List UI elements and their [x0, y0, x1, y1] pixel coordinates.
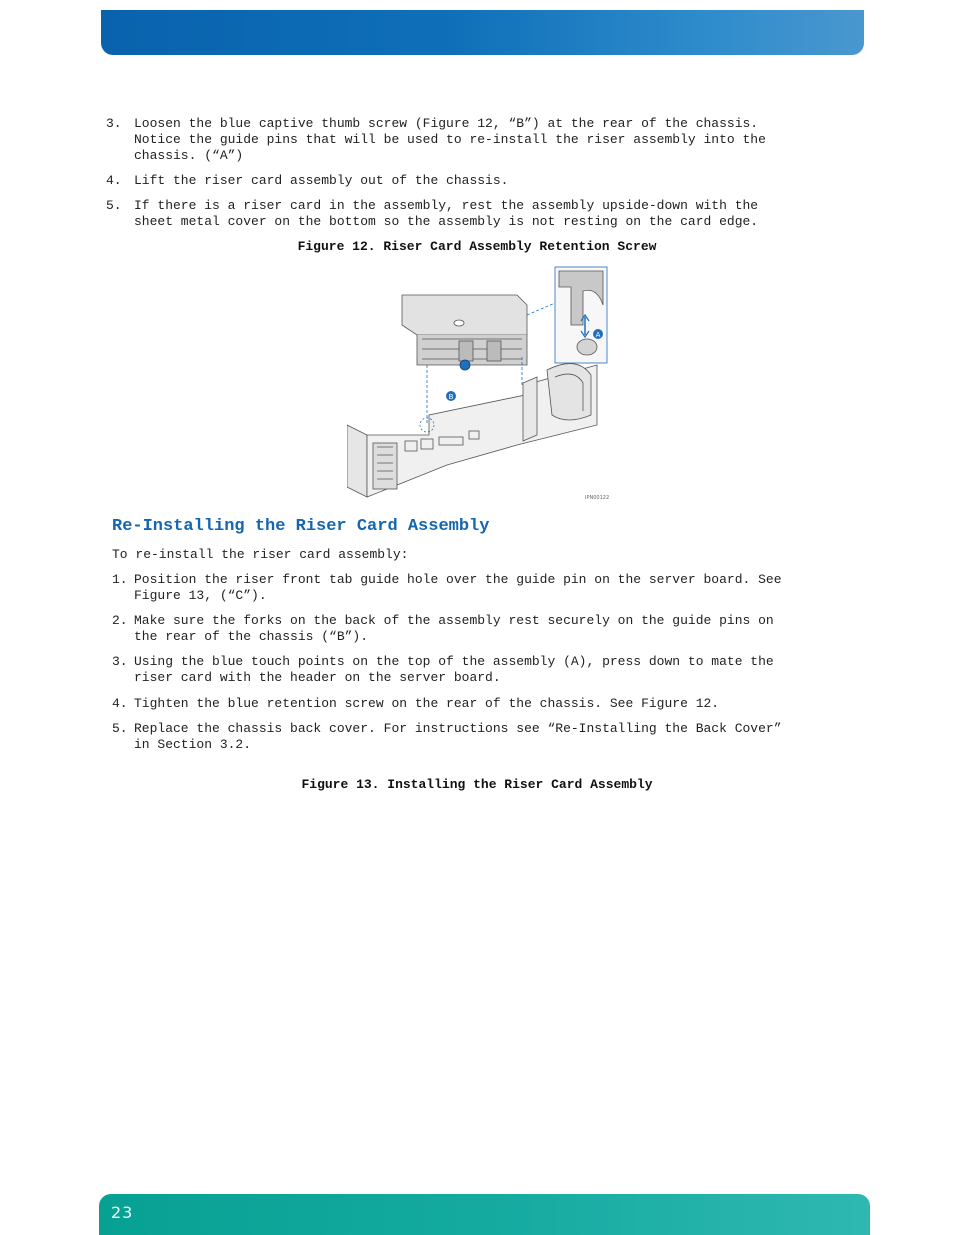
- riser-assembly-drawing: [347, 265, 609, 503]
- list-item-step-5: 5. If there is a riser card in the assembly, rest the assembly upside-down with the sheet metal cover on the bottom so the assembly is not resting on the card edge.: [106, 198, 759, 229]
- step-line: sheet metal cover on the bottom so the assembly is not resting on the card edge.: [134, 214, 759, 229]
- figure-12-caption: Figure 12. Riser Card Assembly Retention Screw: [297, 239, 657, 254]
- svg-text:B: B: [448, 393, 454, 401]
- callout-a-icon: [593, 329, 603, 339]
- section-intro: To re-install the riser card assembly:: [112, 547, 409, 562]
- figure-12-illustration: [347, 265, 609, 503]
- section-heading: Re-Installing the Riser Card Assembly: [112, 517, 490, 536]
- step-line: Figure 13, (“C”).: [134, 588, 267, 603]
- step-line: riser card with the header on the server board.: [134, 670, 501, 685]
- step-line: Position the riser front tab guide hole over the guide pin on the server board. See: [134, 572, 782, 587]
- list-item-reinstall-3: 3. Using the blue touch points on the top of the assembly (A), press down to mate the riser card with the header on the server board.: [112, 654, 774, 685]
- step-line: chassis. (“A”): [134, 148, 244, 163]
- list-item-reinstall-4: 4. Tighten the blue retention screw on the rear of the chassis. See Figure 12.: [112, 696, 720, 711]
- step-line: Lift the riser card assembly out of the chassis.: [134, 173, 509, 188]
- page-number: 23: [111, 1203, 134, 1222]
- list-item-reinstall-2: 2. Make sure the forks on the back of the assembly rest securely on the guide pins on the rear of the chassis (“B”).: [112, 613, 774, 644]
- svg-text:A: A: [595, 331, 601, 339]
- step-line: Tighten the blue retention screw on the rear of the chassis. See Figure 12.: [134, 696, 720, 711]
- step-line: in Section 3.2.: [134, 737, 252, 752]
- figure-13-caption: Figure 13. Installing the Riser Card Assembly: [301, 777, 653, 792]
- list-item-reinstall-5: 5. Replace the chassis back cover. For instructions see “Re-Installing the Back Cover” in Section 3.2.: [112, 721, 782, 752]
- step-line: Notice the guide pins that will be used to re-install the riser assembly into the: [134, 132, 766, 147]
- header-band: [101, 10, 864, 55]
- figure-image-id: IPN00122: [585, 495, 609, 501]
- step-line: Using the blue touch points on the top of the assembly (A), press down to mate the: [134, 654, 774, 669]
- step-line: Make sure the forks on the back of the assembly rest securely on the guide pins on: [134, 613, 774, 628]
- step-line: If there is a riser card in the assembly, rest the assembly upside-down with the: [134, 198, 759, 213]
- footer-band: [99, 1194, 870, 1235]
- callout-b-icon: [446, 391, 456, 401]
- list-item-step-4: 4. Lift the riser card assembly out of the chassis.: [106, 173, 509, 188]
- step-line: the rear of the chassis (“B”).: [134, 629, 369, 644]
- list-item-reinstall-1: 1. Position the riser front tab guide hole over the guide pin on the server board. See Figure 13, (“C”).: [112, 572, 782, 603]
- step-line: Loosen the blue captive thumb screw (Figure 12, “B”) at the rear of the chassis.: [134, 116, 759, 131]
- step-line: Replace the chassis back cover. For instructions see “Re-Installing the Back Cover”: [134, 721, 782, 736]
- list-item-step-3: 3. Loosen the blue captive thumb screw (Figure 12, “B”) at the rear of the chassis. Notice the guide pins that will be used to re-install the riser assembly into the chassis. (“A”): [106, 116, 766, 163]
